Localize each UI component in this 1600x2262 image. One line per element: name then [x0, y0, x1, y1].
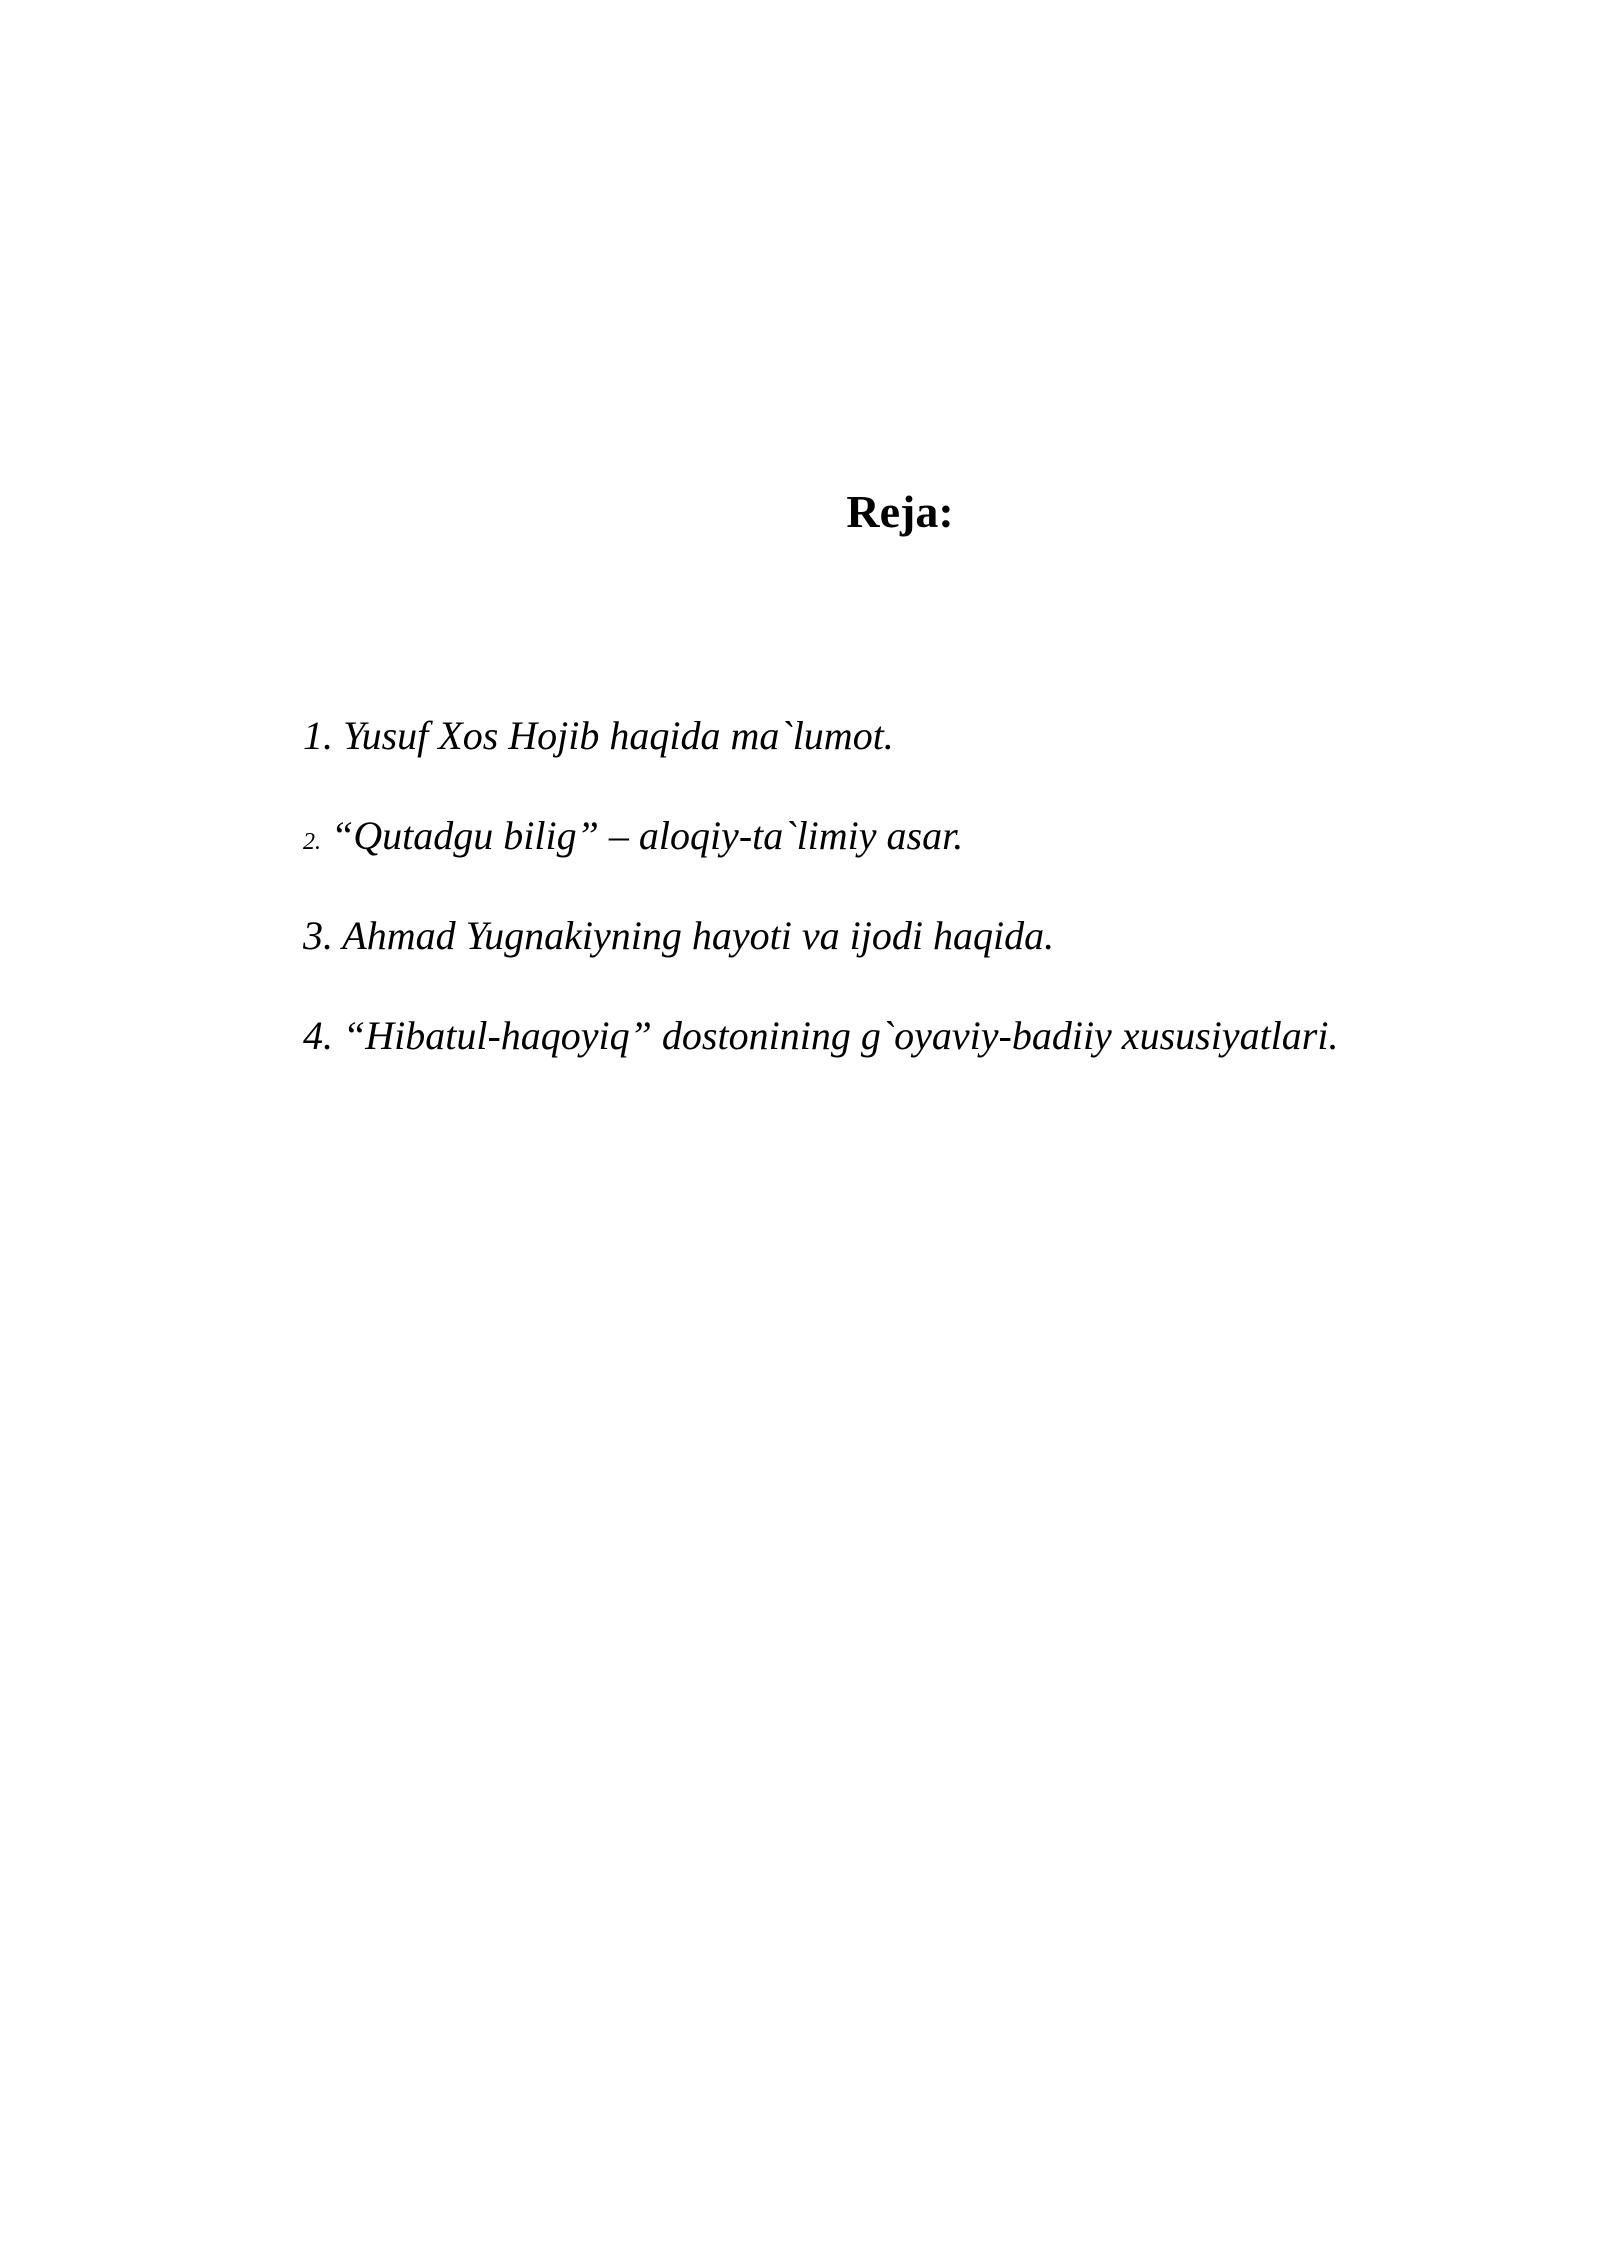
page-title: Reja:: [846, 486, 954, 537]
plan-item-number: 4.: [303, 1013, 333, 1058]
plan-item-number: 2.: [303, 829, 321, 855]
plan-item-4: [303, 1006, 1553, 1066]
plan-list: [303, 706, 1553, 1106]
plan-item-text: Ahmad Yugnakiyning hayoti va ijodi haqida.: [333, 913, 1055, 958]
plan-item-3: [303, 906, 1553, 966]
plan-item-2: [303, 806, 1553, 866]
plan-item-number: 1.: [303, 713, 333, 758]
plan-item-text: “Hibatul-haqoyiq” dostonining g`oyaviy-badiiy xususiyatlari.: [333, 1013, 1339, 1058]
plan-item-number: 3.: [303, 913, 333, 958]
plan-item-text: “Qutadgu bilig” – aloqiy-ta`limiy asar.: [321, 813, 964, 858]
plan-item-1: [303, 706, 1553, 766]
plan-item-text: Yusuf Xos Hojib haqida ma`lumot.: [333, 713, 894, 758]
